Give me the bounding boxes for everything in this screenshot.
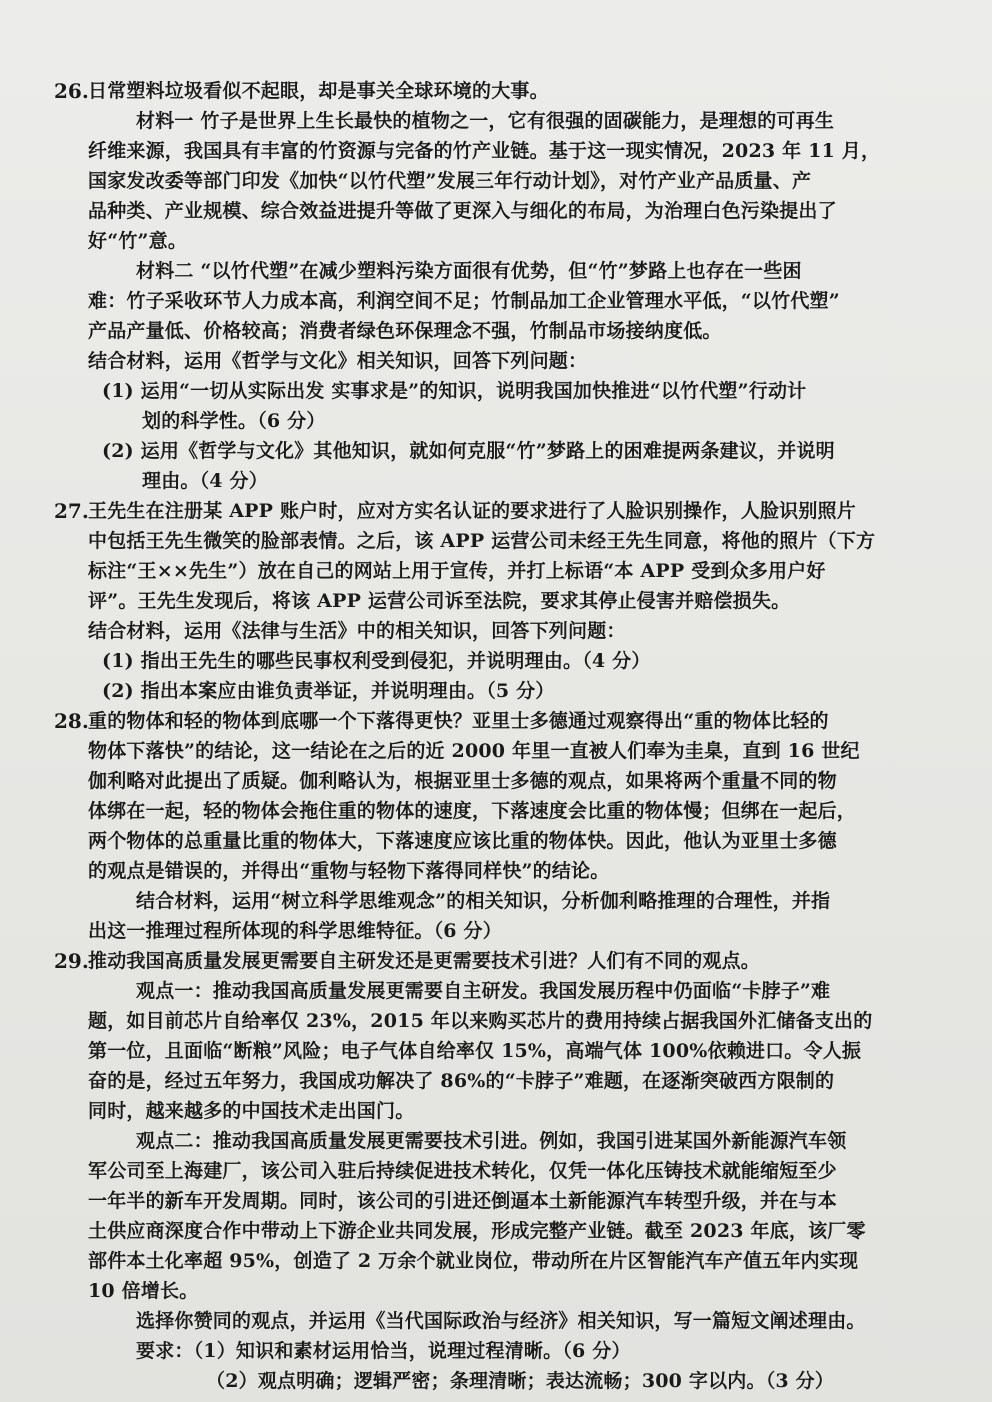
view-2-line: 观点二：推动我国高质量发展更需要技术引进。例如，我国引进某国外新能源汽车领 [136, 1130, 847, 1152]
sub-question-2: (2) 指出本案应由谁负责举证，并说明理由。（5 分） [102, 680, 555, 702]
question-prompt: 结合材料，运用《法律与生活》中的相关知识，回答下列问题： [88, 620, 626, 642]
question-stem-line: 两个物体的总重量比重的物体大，下落速度应该比重的物体快。因此，他认为亚里士多德 [88, 830, 837, 852]
material-1-line: 材料一 竹子是世界上生长最快的植物之一，它有很强的固碳能力，是理想的可再生 [136, 110, 835, 132]
view-1-line: 第一位，且面临“断粮”风险；电子气体自给率仅 15%，高端气体 100%依赖进口。令人振 [88, 1040, 862, 1062]
view-2-line: 军公司至上海建厂，该公司入驻后持续促进技术转化，仅凭一体化压铸技术就能缩短至少 [88, 1160, 837, 1182]
view-2-line: 土供应商深度合作中带动上下游企业共同发展，形成完整产业链。截至 2023 年底，该厂零 [88, 1220, 866, 1242]
material-2-line: 材料二 “以竹代塑”在减少塑料污染方面很有优势，但“竹”梦路上也存在一些困 [136, 260, 802, 282]
question-stem-line: 伽利略对此提出了质疑。伽利略认为，根据亚里士多德的观点，如果将两个重量不同的物 [88, 770, 837, 792]
requirement-2: （2）观点明确；逻辑严密；条理清晰；表达流畅；300 字以内。（3 分） [206, 1370, 835, 1392]
question-stem: 日常塑料垃圾看似不起眼，却是事关全球环境的大事。 [88, 80, 549, 102]
question-number: 26. [54, 79, 89, 103]
material-1-line: 国家发改委等部门印发《加快“以竹代塑”发展三年行动计划》，对竹产业产品质量、产 [88, 170, 812, 192]
view-1-line: 观点一：推动我国高质量发展更需要自主研发。我国发展历程中仍面临“卡脖子”难 [136, 980, 831, 1002]
question-stem: 推动我国高质量发展更需要自主研发还是更需要技术引进？人们有不同的观点。 [88, 950, 761, 972]
view-1-line: 题，如目前芯片自给率仅 23%，2015 年以来购买芯片的费用持续占据我国外汇储备支出的 [88, 1010, 873, 1032]
question-number: 29. [54, 949, 89, 973]
question-prompt: 选择你赞同的观点，并运用《当代国际政治与经济》相关知识，写一篇短文阐述理由。 [136, 1310, 866, 1332]
sub-question-1: (1) 指出王先生的哪些民事权利受到侵犯，并说明理由。（4 分） [102, 650, 651, 672]
question-prompt: 结合材料，运用《哲学与文化》相关知识，回答下列问题： [88, 350, 588, 372]
view-2-line: 部件本土化率超 95%，创造了 2 万余个就业岗位，带动所在片区智能汽车产值五年内实现 [88, 1250, 859, 1272]
material-1-line: 好“竹”意。 [88, 230, 188, 252]
view-2-line: 10 倍增长。 [88, 1280, 199, 1302]
view-1-line: 奋的是，经过五年努力，我国成功解决了 86%的“卡脖子”难题，在逐渐突破西方限制的 [88, 1070, 835, 1092]
question-stem-line: 物体下落快”的结论，这一结论在之后的近 2000 年里一直被人们奉为圭臬，直到 16 世纪 [88, 740, 860, 762]
sub-question-1-cont: 划的科学性。（6 分） [142, 410, 326, 432]
material-1-line: 纤维来源，我国具有丰富的竹资源与完备的竹产业链。基于这一现实情况，2023 年 11 月， [88, 140, 881, 162]
requirement-1: 要求：（1）知识和素材运用恰当，说理过程清晰。（6 分） [136, 1340, 631, 1362]
question-stem-line: 重的物体和轻的物体到底哪一个下落得更快？亚里士多德通过观察得出“重的物体比轻的 [88, 710, 829, 732]
question-prompt: 结合材料，运用“树立科学思维观念”的相关知识，分析伽利略推理的合理性，并指 [136, 890, 831, 912]
sub-question-2-cont: 理由。（4 分） [142, 470, 268, 492]
view-2-line: 一年半的新车开发周期。同时，该公司的引进还倒逼本土新能源汽车转型升级，并在与本 [88, 1190, 837, 1212]
question-prompt-cont: 出这一推理过程所体现的科学思维特征。（6 分） [88, 920, 502, 942]
material-2-line: 难：竹子采收环节人力成本高，利润空间不足；竹制品加工企业管理水平低，“以竹代塑” [88, 290, 840, 312]
sub-question-1: (1) 运用“一切从实际出发 实事求是”的知识，说明我国加快推进“以竹代塑”行动计 [102, 380, 807, 402]
question-stem-line: 的观点是错误的，并得出“重物与轻物下落得同样快”的结论。 [88, 860, 610, 882]
view-1-line: 同时，越来越多的中国技术走出国门。 [88, 1100, 415, 1122]
question-stem-line: 王先生在注册某 APP 账户时，应对方实名认证的要求进行了人脸识别操作，人脸识别照片 [88, 500, 856, 522]
material-1-line: 品种类、产业规模、综合效益进提升等做了更深入与细化的布局，为治理白色污染提出了 [88, 200, 837, 222]
sub-question-2: (2) 运用《哲学与文化》其他知识，就如何克服“竹”梦路上的困难提两条建议，并说明 [102, 440, 835, 462]
question-number: 28. [54, 709, 89, 733]
material-2-line: 产品产量低、价格较高；消费者绿色环保理念不强，竹制品市场接纳度低。 [88, 320, 722, 342]
question-number: 27. [54, 499, 89, 523]
question-stem-line: 体绑在一起，轻的物体会拖住重的物体的速度，下落速度会比重的物体慢；但绑在一起后， [88, 800, 857, 822]
question-stem-line: 标注“王××先生”）放在自己的网站上用于宣传，并打上标语“本 APP 受到众多用户好 [88, 560, 826, 582]
question-stem-line: 中包括王先生微笑的脸部表情。之后，该 APP 运营公司未经王先生同意，将他的照片（下方 [88, 530, 876, 552]
question-stem-line: 评”。王先生发现后，将该 APP 运营公司诉至法院，要求其停止侵害并赔偿损失。 [88, 590, 791, 612]
